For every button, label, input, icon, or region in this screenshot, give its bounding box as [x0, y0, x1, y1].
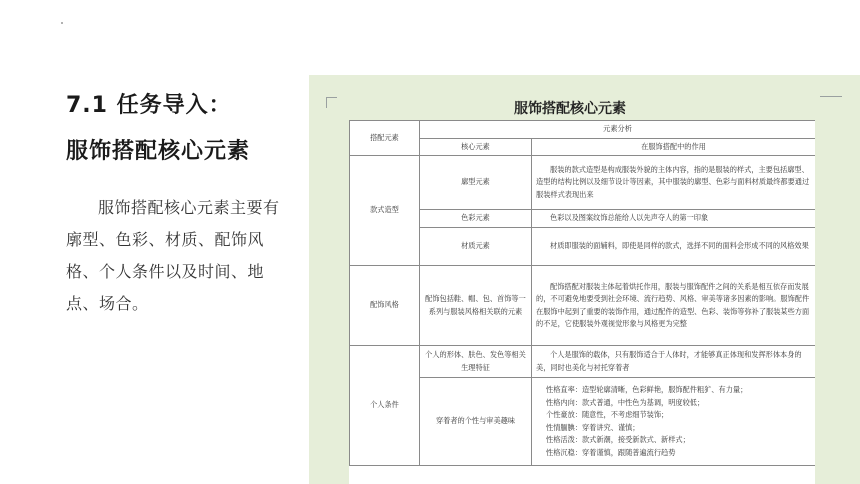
crop-mark-left	[326, 97, 337, 108]
header-core-element: 核心元素	[420, 138, 532, 156]
element-personality: 穿着者的个性与审美趣味	[420, 378, 532, 466]
element-accessories: 配饰包括鞋、帽、包、首饰等一系列与服装风格相关联的元素	[420, 266, 532, 346]
element-physique: 个人的形体、肤色、发色等相关生理特征	[420, 346, 532, 378]
header-element-analysis: 元素分析	[420, 121, 816, 139]
section-heading: 7.1 任务导入：	[66, 93, 232, 118]
crop-mark-right	[820, 96, 842, 101]
role-color: 色彩以及图案纹饰总能给人以先声夺人的第一印象	[532, 210, 816, 228]
header-matching-element: 搭配元素	[350, 121, 420, 156]
trait-line: 性情腼腆：穿着讲究、谨慎；	[546, 422, 640, 432]
trait-line: 性格活泼：款式新潮，接受新款式、新样式；	[546, 435, 690, 444]
element-material: 材质元素	[420, 228, 532, 266]
group-accessory-style: 配饰风格	[350, 266, 420, 346]
decorative-dot	[61, 22, 63, 24]
role-accessories: 配饰搭配对服装主体起着烘托作用，服装与服饰配件之间的关系是相互依存而发展的，不可避免地要受到社会环境、流行趋势、风格、审美等诸多因素的影响。服饰配件在服饰中起到了重要的装饰作用，通过配件的造型、色彩、装饰等弥补了服装某些方面的不足，它使服装外观视觉形象与风格更为完整	[532, 266, 816, 346]
trait-line: 性格沉稳：穿着谨慎，跟随普遍流行趋势	[546, 447, 676, 457]
section-subheading: 服饰搭配核心元素	[66, 139, 251, 164]
header-role: 在服饰搭配中的作用	[532, 138, 816, 156]
group-style: 款式造型	[350, 156, 420, 266]
trait-line: 个性豪放：随意性，不考虑细节装饰；	[546, 410, 669, 419]
group-personal-condition: 个人条件	[350, 346, 420, 466]
left-text-column	[66, 88, 281, 320]
role-physique: 个人是服饰的载体，只有服饰适合于人体时，才能够真正体现和发挥形体本身的美，同时也美化与衬托穿着者	[532, 346, 816, 378]
role-silhouette: 服装的款式造型是构成服装外貌的主体内容，指的是服装的样式，主要包括廓型、造型的结构比例以及细节设计等因素，其中服装的廓型、色彩与面料材质最终都要通过服装样式表现出来	[532, 156, 816, 210]
role-material: 材质即服装的面辅料，即使是同样的款式，选择不同的面料会形成不同的风格效果	[532, 228, 816, 266]
document-title: 服饰搭配核心元素	[514, 101, 626, 117]
element-silhouette: 廓型元素	[420, 156, 532, 210]
role-personality	[532, 378, 816, 466]
trait-line: 性格内向：款式普通，中性色为基调，明度较低；	[546, 397, 705, 407]
trait-line: 性格直率：造型轮廓清晰，色彩鲜艳，服饰配件粗犷、有力量；	[546, 385, 748, 394]
document-page	[349, 120, 815, 484]
elements-table	[349, 120, 815, 466]
intro-paragraph: 服饰搭配核心元素主要有廓型、色彩、材质、配饰风格、个人条件以及时间、地点、场合。	[66, 198, 280, 313]
element-color: 色彩元素	[420, 210, 532, 228]
